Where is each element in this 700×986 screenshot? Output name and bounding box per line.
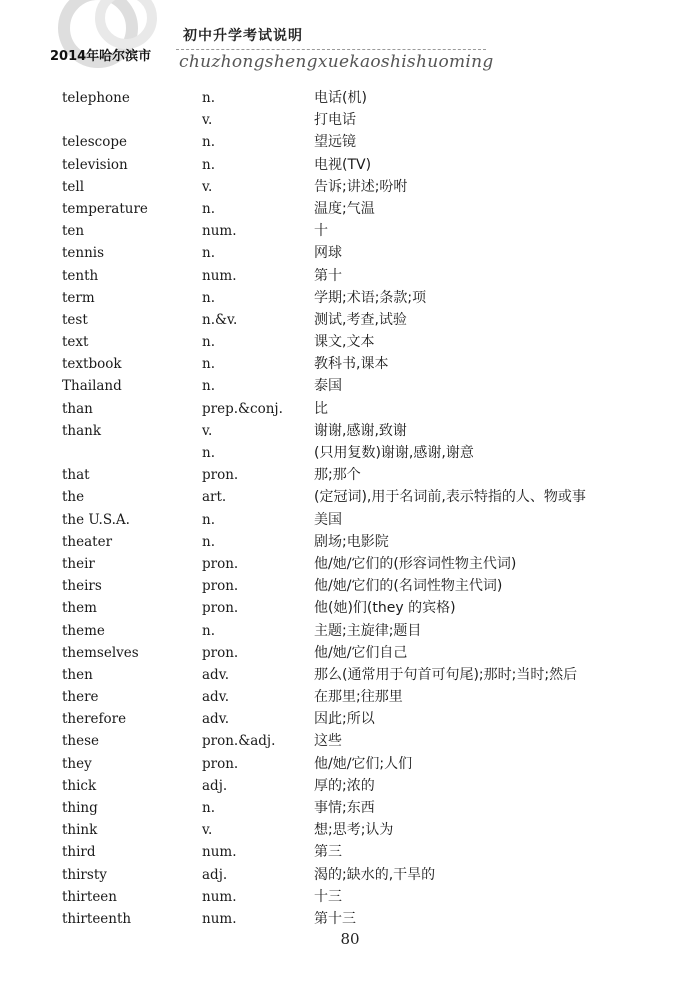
entry-part-of-speech: adv. — [202, 711, 230, 728]
entry-meaning: 泰国 — [314, 378, 342, 395]
vocabulary-entry — [0, 288, 700, 310]
header-ring-decoration — [56, 0, 166, 86]
vocabulary-entry — [0, 266, 700, 288]
entry-meaning: 网球 — [314, 245, 342, 262]
entry-word: thing — [62, 800, 98, 816]
entry-part-of-speech: adv. — [202, 689, 230, 706]
entry-word: their — [62, 555, 95, 572]
header-divider — [176, 49, 486, 50]
entry-word: television — [62, 156, 128, 173]
vocabulary-entry — [0, 576, 700, 598]
vocabulary-entry — [0, 665, 700, 687]
vocabulary-entry — [0, 421, 700, 443]
entry-meaning: 那么(通常用于句首可句尾);那时;当时;然后 — [314, 666, 578, 683]
vocabulary-entry — [0, 221, 700, 243]
entry-meaning: 学期;术语;条款;项 — [314, 289, 427, 306]
entry-part-of-speech: num. — [202, 844, 237, 861]
entry-part-of-speech: pron. — [202, 644, 239, 661]
vocabulary-entry — [0, 243, 700, 265]
vocabulary-entry — [0, 376, 700, 398]
vocabulary-list — [0, 88, 700, 931]
entry-meaning: 告诉;讲述;吩咐 — [314, 178, 408, 195]
entry-part-of-speech: art. — [202, 489, 227, 506]
vocabulary-entry — [0, 310, 700, 332]
entry-meaning: 望远镜 — [314, 134, 356, 151]
vocabulary-entry — [0, 465, 700, 487]
book-title: 初中升学考试说明 — [183, 28, 303, 44]
vocabulary-entry — [0, 909, 700, 931]
vocabulary-entry — [0, 621, 700, 643]
entry-part-of-speech: adj. — [202, 777, 228, 794]
entry-part-of-speech: n. — [202, 200, 215, 217]
entry-word: these — [62, 733, 100, 750]
entry-word: third — [62, 844, 96, 861]
vocabulary-entry — [0, 177, 700, 199]
entry-word: temperature — [62, 200, 148, 217]
entry-word: term — [62, 289, 95, 306]
entry-part-of-speech: pron. — [202, 600, 239, 617]
vocabulary-entry — [0, 865, 700, 887]
entry-word: telephone — [62, 90, 130, 106]
entry-meaning: 课文,文本 — [314, 334, 375, 351]
entry-part-of-speech: n. — [202, 90, 215, 106]
entry-part-of-speech: n. — [202, 134, 215, 151]
entry-word: thirteenth — [62, 910, 132, 927]
entry-word: tell — [62, 178, 85, 195]
entry-part-of-speech: n. — [202, 289, 215, 306]
entry-word: theirs — [62, 578, 102, 595]
entry-meaning: 主题;主旋律;题目 — [314, 622, 422, 639]
vocabulary-entry — [0, 687, 700, 709]
entry-meaning: 渴的;缺水的,干旱的 — [314, 866, 436, 883]
entry-meaning: 第三 — [314, 844, 342, 861]
entry-part-of-speech: n. — [202, 156, 215, 173]
entry-part-of-speech: prep.&conj. — [202, 400, 283, 417]
entry-word: there — [62, 689, 99, 706]
entry-meaning: 剧场;电影院 — [314, 533, 389, 550]
entry-meaning: 他/她/它们;人们 — [314, 755, 413, 772]
vocabulary-entry — [0, 798, 700, 820]
vocabulary-entry — [0, 776, 700, 798]
entry-word: theater — [62, 533, 113, 550]
vocabulary-entry — [0, 643, 700, 665]
year-city-label: 2014年哈尔滨市 — [50, 49, 152, 64]
entry-word: the — [62, 489, 85, 506]
entry-part-of-speech: v. — [202, 112, 213, 129]
entry-part-of-speech: n. — [202, 356, 215, 373]
entry-part-of-speech: num. — [202, 267, 237, 284]
entry-meaning: 十三 — [314, 888, 342, 905]
entry-part-of-speech: pron. — [202, 555, 239, 572]
vocabulary-entry — [0, 598, 700, 620]
entry-part-of-speech: n. — [202, 533, 215, 550]
entry-meaning: 第十三 — [314, 910, 356, 927]
entry-part-of-speech: pron. — [202, 578, 239, 595]
entry-part-of-speech: pron.&adj. — [202, 733, 276, 750]
entry-part-of-speech: n. — [202, 622, 215, 639]
entry-part-of-speech: num. — [202, 910, 237, 927]
entry-meaning: 他(她)们(they 的宾格) — [314, 600, 456, 617]
entry-word: thirteen — [62, 888, 117, 905]
entry-meaning: 测试,考查,试验 — [314, 311, 407, 328]
entry-word: telescope — [62, 134, 127, 151]
vocabulary-entry — [0, 842, 700, 864]
entry-meaning: (只用复数)谢谢,感谢,谢意 — [314, 445, 474, 461]
vocabulary-entry — [0, 554, 700, 576]
entry-meaning: 电话(机) — [314, 90, 367, 106]
entry-meaning: 厚的;浓的 — [314, 777, 375, 794]
vocabulary-entry — [0, 709, 700, 731]
entry-word: tenth — [62, 267, 99, 284]
entry-meaning: 比 — [314, 400, 328, 417]
entry-meaning: 温度;气温 — [314, 200, 375, 217]
entry-word: Thailand — [62, 378, 122, 395]
page-number: 80 — [340, 930, 360, 948]
entry-word: that — [62, 467, 90, 484]
entry-meaning: 他/她/它们的(形容词性物主代词) — [314, 555, 517, 572]
entry-word: textbook — [62, 356, 122, 373]
entry-meaning: 第十 — [314, 267, 342, 284]
vocabulary-entry — [0, 354, 700, 376]
entry-word: the U.S.A. — [62, 511, 130, 528]
pinyin-subtitle: chuzhongshengxuekaoshishuoming — [179, 52, 494, 72]
entry-part-of-speech: v. — [202, 422, 213, 439]
vocabulary-entry — [0, 199, 700, 221]
entry-meaning: 十 — [314, 223, 328, 240]
entry-part-of-speech: n. — [202, 445, 215, 461]
vocabulary-entry — [0, 731, 700, 753]
entry-part-of-speech: pron. — [202, 467, 239, 484]
entry-part-of-speech: n. — [202, 378, 215, 395]
entry-word: tennis — [62, 245, 105, 262]
entry-part-of-speech: n. — [202, 800, 215, 816]
entry-part-of-speech: v. — [202, 822, 213, 839]
entry-part-of-speech: v. — [202, 178, 213, 195]
entry-part-of-speech: num. — [202, 223, 237, 240]
entry-meaning: 事情;东西 — [314, 800, 375, 816]
entry-part-of-speech: adv. — [202, 666, 230, 683]
vocabulary-entry — [0, 510, 700, 532]
vocabulary-entry — [0, 887, 700, 909]
entry-word: then — [62, 666, 93, 683]
entry-meaning: 美国 — [314, 511, 342, 528]
entry-part-of-speech: n. — [202, 511, 215, 528]
entry-word: themselves — [62, 644, 139, 661]
entry-meaning: 谢谢,感谢,致谢 — [314, 422, 407, 439]
entry-word: test — [62, 311, 88, 328]
entry-word: text — [62, 334, 89, 351]
entry-part-of-speech: n. — [202, 334, 215, 351]
entry-meaning: 打电话 — [314, 112, 356, 129]
entry-meaning: 教科书,课本 — [314, 356, 389, 373]
vocabulary-entry — [0, 820, 700, 842]
entry-meaning: 这些 — [314, 733, 342, 750]
vocabulary-entry — [0, 754, 700, 776]
entry-meaning: 想;思考;认为 — [314, 822, 394, 839]
entry-meaning: 电视(TV) — [314, 156, 372, 173]
entry-word: think — [62, 822, 98, 839]
entry-meaning: 在那里;往那里 — [314, 689, 403, 706]
entry-word: thirsty — [62, 866, 107, 883]
vocabulary-entry — [0, 110, 700, 132]
entry-meaning: (定冠词),用于名词前,表示特指的人、物或事 — [314, 489, 586, 506]
entry-word: thick — [62, 777, 97, 794]
entry-part-of-speech: n. — [202, 245, 215, 262]
vocabulary-entry — [0, 443, 700, 465]
vocabulary-entry — [0, 532, 700, 554]
entry-word: than — [62, 400, 93, 417]
vocabulary-entry — [0, 88, 700, 110]
entry-word: thank — [62, 422, 102, 439]
vocabulary-entry — [0, 332, 700, 354]
entry-meaning: 他/她/它们自己 — [314, 644, 408, 661]
entry-word: therefore — [62, 711, 127, 728]
vocabulary-entry — [0, 399, 700, 421]
entry-meaning: 那;那个 — [314, 467, 361, 484]
entry-meaning: 他/她/它们的(名词性物主代词) — [314, 578, 503, 595]
entry-word: they — [62, 755, 92, 772]
vocabulary-entry — [0, 132, 700, 154]
entry-part-of-speech: num. — [202, 888, 237, 905]
entry-meaning: 因此;所以 — [314, 711, 375, 728]
entry-part-of-speech: pron. — [202, 755, 239, 772]
entry-word: ten — [62, 223, 85, 240]
entry-word: theme — [62, 622, 105, 639]
entry-word: them — [62, 600, 97, 617]
entry-part-of-speech: n.&v. — [202, 311, 238, 328]
entry-part-of-speech: adj. — [202, 866, 228, 883]
vocabulary-entry — [0, 487, 700, 509]
vocabulary-entry — [0, 155, 700, 177]
